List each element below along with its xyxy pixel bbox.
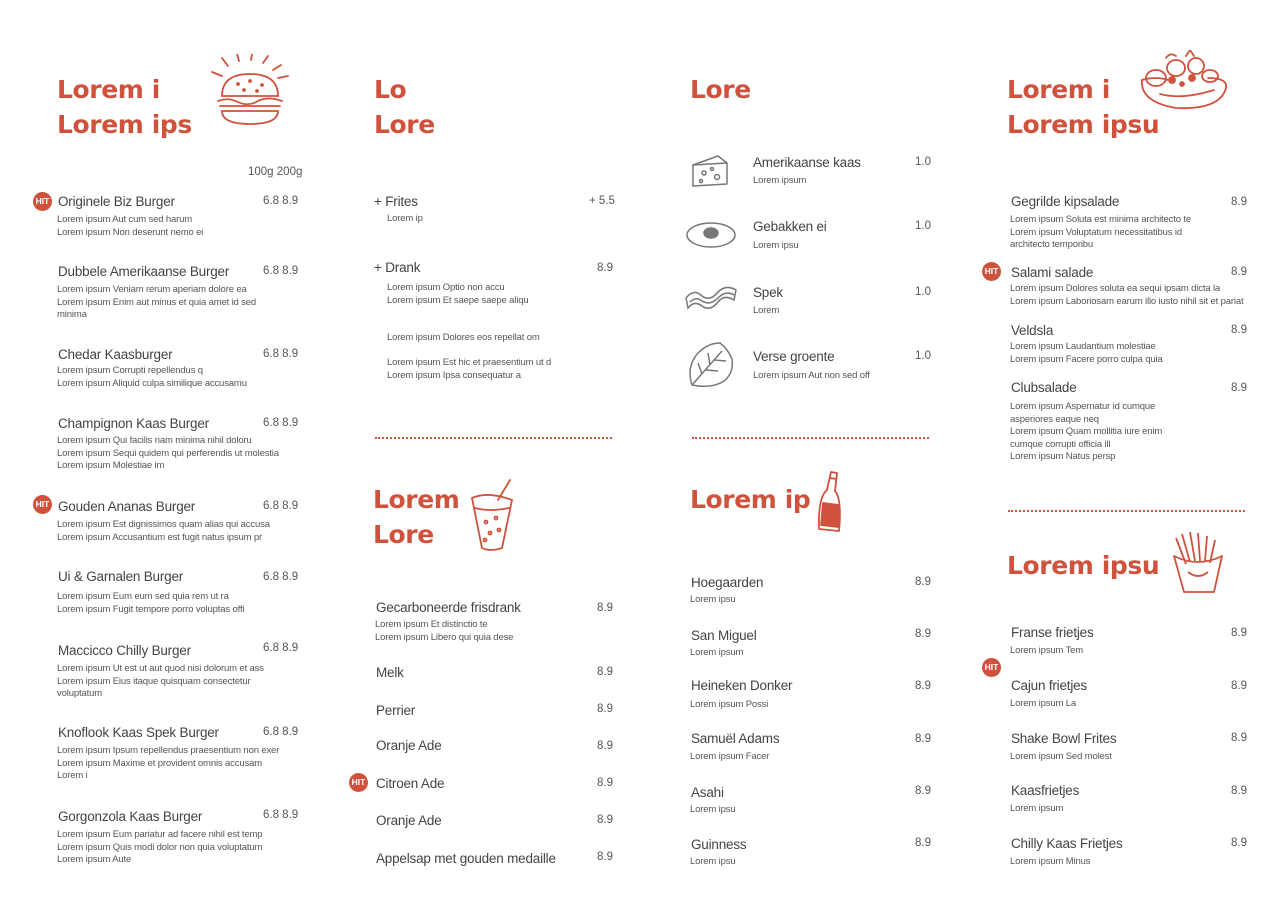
- item-name: Guinness: [691, 837, 747, 852]
- drinks-title-line1: Lorem: [373, 485, 460, 514]
- hit-badge: HIT: [33, 192, 52, 211]
- item-price: 8.9: [597, 851, 613, 863]
- item-name: Spek: [753, 285, 783, 300]
- item-name: Franse frietjes: [1011, 625, 1094, 640]
- item-price: 8.9: [1231, 196, 1247, 208]
- item-description: Lorem ipsum: [753, 175, 807, 186]
- burgers-title-line2: Lorem ips: [57, 110, 192, 139]
- item-name: + Drank: [374, 260, 421, 275]
- salad-bowl-icon: [1136, 50, 1232, 114]
- item-description: Lorem ipsum: [690, 647, 744, 658]
- toppings-title: Lore: [690, 75, 751, 104]
- item-description: Lorem ipsum Corrupti repellendus q Lorem ipsum Aliquid culpa similique accusamu: [57, 365, 247, 389]
- item-description: Lorem ipsum Possi: [690, 699, 769, 710]
- item-price: 8.9: [597, 740, 613, 752]
- item-description: Lorem ipsum Ut est ut aut quod nisi dolorum et ass Lorem ipsum Eius itaque quisquam consectetur voluptatum: [57, 663, 264, 699]
- item-description: Lorem ipsum Dolores soluta ea sequi ipsam dicta la Lorem ipsum Laboriosam earum illo iusto nihil sit et pariat: [1010, 283, 1244, 307]
- item-price: 8.9: [915, 837, 931, 849]
- item-description: Lorem ipsum Qui facilis nam minima nihil doloru Lorem ipsum Sequi quidem qui perferendis ut molestia Lorem ipsum Molestiae im: [57, 435, 279, 471]
- section-divider: [375, 437, 612, 439]
- lettuce-icon: [684, 339, 738, 391]
- item-description: Lorem ipsu: [690, 594, 736, 605]
- item-price: 8.9: [1231, 732, 1247, 744]
- item-price: 8.9: [1231, 680, 1247, 692]
- item-description: Lorem ipsum: [1010, 803, 1064, 814]
- item-price: 8.9: [597, 777, 613, 789]
- soda-cup-icon: [466, 478, 518, 554]
- item-name: Chedar Kaasburger: [58, 347, 173, 362]
- item-price: 6.8 8.9: [263, 417, 299, 429]
- item-name: Shake Bowl Frites: [1011, 731, 1117, 746]
- item-price: 6.8 8.9: [263, 809, 299, 821]
- item-name: Verse groente: [753, 349, 835, 364]
- item-description: Lorem ipsum Optio non accu Lorem ipsum Et saepe saepe aliqu: [387, 282, 529, 306]
- item-price: 8.9: [915, 733, 931, 745]
- burgers-title-line1: Lorem i: [57, 75, 160, 104]
- fried-egg-icon: [684, 219, 738, 251]
- item-description: Lorem ipsu: [690, 856, 736, 867]
- section-divider: [692, 437, 929, 439]
- hit-badge: HIT: [33, 495, 52, 514]
- section-divider: [1008, 510, 1245, 512]
- fries-title: Lorem ipsu: [1007, 551, 1160, 580]
- item-price: 8.9: [915, 680, 931, 692]
- item-price: 6.8 8.9: [263, 642, 299, 654]
- item-name: Cajun frietjes: [1011, 678, 1087, 693]
- drinks-title-line2: Lore: [373, 520, 434, 549]
- note-text: Lorem ipsum Dolores eos repellat om: [387, 332, 540, 343]
- item-name: Gouden Ananas Burger: [58, 499, 196, 514]
- item-description: Lorem ipsum Soluta est minima architecto te Lorem ipsum Voluptatum necessitatibus id architecto temporibu: [1010, 214, 1191, 250]
- note-text: Lorem ipsum Est hic et praesentium ut d Lorem ipsum Ipsa consequatur a: [387, 357, 552, 381]
- item-price: 1.0: [915, 350, 931, 362]
- item-name: Asahi: [691, 785, 724, 800]
- item-price: 6.8 8.9: [263, 195, 299, 207]
- cheese-icon: [690, 153, 730, 189]
- item-price: 6.8 8.9: [263, 571, 299, 583]
- item-name: Maccicco Chilly Burger: [58, 643, 191, 658]
- extras-title: [374, 72, 435, 142]
- burger-icon: [208, 54, 294, 130]
- item-name: Samuël Adams: [691, 731, 780, 746]
- bottle-icon: [812, 469, 846, 535]
- item-description: Lorem ip: [387, 213, 423, 224]
- item-price: 8.9: [1231, 785, 1247, 797]
- item-name: Veldsla: [1011, 323, 1054, 338]
- item-description: Lorem ipsum Et distinctio te Lorem ipsum Libero qui quia dese: [375, 619, 514, 643]
- item-name: Champignon Kaas Burger: [58, 416, 209, 431]
- item-description: Lorem ipsu: [690, 804, 736, 815]
- item-name: Ui & Garnalen Burger: [58, 569, 184, 584]
- item-description: Lorem ipsum Eum eum sed quia rem ut ra Lorem ipsum Fugit tempore porro voluptas offi: [57, 591, 245, 615]
- item-name: Gegrilde kipsalade: [1011, 194, 1120, 209]
- item-description: Lorem ipsu: [753, 240, 799, 251]
- drinks-title: [373, 482, 459, 552]
- item-description: Lorem: [753, 305, 780, 316]
- item-price: 1.0: [915, 220, 931, 232]
- item-name: Originele Biz Burger: [58, 194, 175, 209]
- item-name: Salami salade: [1011, 265, 1094, 280]
- item-name: Knoflook Kaas Spek Burger: [58, 725, 219, 740]
- item-description: Lorem ipsum Minus: [1010, 856, 1091, 867]
- bacon-icon: [684, 276, 738, 320]
- item-name: Gebakken ei: [753, 219, 827, 234]
- item-price: 6.8 8.9: [263, 265, 299, 277]
- item-price: 6.8 8.9: [263, 500, 299, 512]
- item-name: Gorgonzola Kaas Burger: [58, 809, 203, 824]
- item-price: 6.8 8.9: [263, 348, 299, 360]
- item-price: 8.9: [597, 814, 613, 826]
- item-price: 8.9: [597, 666, 613, 678]
- item-description: Lorem ipsum Veniam rerum aperiam dolore ea Lorem ipsum Enim aut minus et quia amet id sed minima: [57, 284, 257, 320]
- item-description: Lorem ipsum Est dignissimos quam alias qui accusa Lorem ipsum Accusantium est fugit natus ipsum pr: [57, 519, 270, 543]
- item-price: 1.0: [915, 286, 931, 298]
- item-price: 8.9: [915, 576, 931, 588]
- item-price: 6.8 8.9: [263, 726, 299, 738]
- beer-title: Lorem ip: [690, 485, 811, 514]
- size-header: 100g 200g: [248, 166, 303, 178]
- item-price: + 5.5: [589, 195, 615, 207]
- item-price: 8.9: [1231, 837, 1247, 849]
- item-price: 8.9: [597, 602, 613, 614]
- item-name: Heineken Donker: [691, 678, 793, 693]
- item-name: Appelsap met gouden medaille: [376, 851, 556, 866]
- item-name: Hoegaarden: [691, 575, 764, 590]
- item-name: San Miguel: [691, 628, 757, 643]
- item-name: Chilly Kaas Frietjes: [1011, 836, 1123, 851]
- item-name: Kaasfrietjes: [1011, 783, 1080, 798]
- hit-badge: HIT: [982, 658, 1001, 677]
- salads-title-line1: Lorem i: [1007, 75, 1110, 104]
- extras-title-line2: Lore: [374, 110, 435, 139]
- fries-icon: [1170, 530, 1226, 596]
- item-name: Gecarboneerde frisdrank: [376, 600, 521, 615]
- item-name: Citroen Ade: [376, 776, 445, 791]
- item-price: 8.9: [1231, 627, 1247, 639]
- hit-badge: HIT: [982, 262, 1001, 281]
- item-name: Melk: [376, 665, 404, 680]
- item-name: Oranje Ade: [376, 813, 442, 828]
- item-name: + Frites: [374, 194, 418, 209]
- item-name: Dubbele Amerikaanse Burger: [58, 264, 230, 279]
- item-price: 8.9: [597, 262, 613, 274]
- item-description: Lorem ipsum La: [1010, 698, 1077, 709]
- item-description: Lorem ipsum Laudantium molestiae Lorem ipsum Facere porro culpa quia: [1010, 341, 1163, 365]
- extras-title-line1: Lo: [374, 75, 407, 104]
- item-description: Lorem ipsum Facer: [690, 751, 770, 762]
- burgers-title: [57, 72, 192, 142]
- item-description: Lorem ipsum Ipsum repellendus praesentium non exer Lorem ipsum Maxime et provident omnis accusam Lorem i: [57, 745, 280, 781]
- item-description: Lorem ipsum Tem: [1010, 645, 1084, 656]
- item-price: 8.9: [597, 703, 613, 715]
- item-price: 8.9: [1231, 324, 1247, 336]
- hit-badge: HIT: [349, 773, 368, 792]
- item-price: 8.9: [915, 785, 931, 797]
- item-description: Lorem ipsum Aut cum sed harum Lorem ipsum Non deserunt nemo ei: [57, 214, 204, 238]
- item-name: Perrier: [376, 703, 416, 718]
- item-name: Oranje Ade: [376, 738, 442, 753]
- item-price: 8.9: [915, 628, 931, 640]
- item-description: Lorem ipsum Aspernatur id cumque asperiores eaque neq Lorem ipsum Quam mollitia iure enim cumque corrupti officia ill Lorem ipsum Natus persp: [1010, 401, 1163, 462]
- item-name: Clubsalade: [1011, 380, 1077, 395]
- item-price: 8.9: [1231, 382, 1247, 394]
- item-price: 1.0: [915, 156, 931, 168]
- item-name: Amerikaanse kaas: [753, 155, 861, 170]
- item-description: Lorem ipsum Aut non sed off: [753, 370, 870, 381]
- item-price: 8.9: [1231, 266, 1247, 278]
- item-description: Lorem ipsum Eum pariatur ad facere nihil est temp Lorem ipsum Quis modi dolor non quia voluptatum Lorem ipsum Aute: [57, 829, 263, 865]
- item-description: Lorem ipsum Sed molest: [1010, 751, 1112, 762]
- salads-title-line2: Lorem ipsu: [1007, 110, 1160, 139]
